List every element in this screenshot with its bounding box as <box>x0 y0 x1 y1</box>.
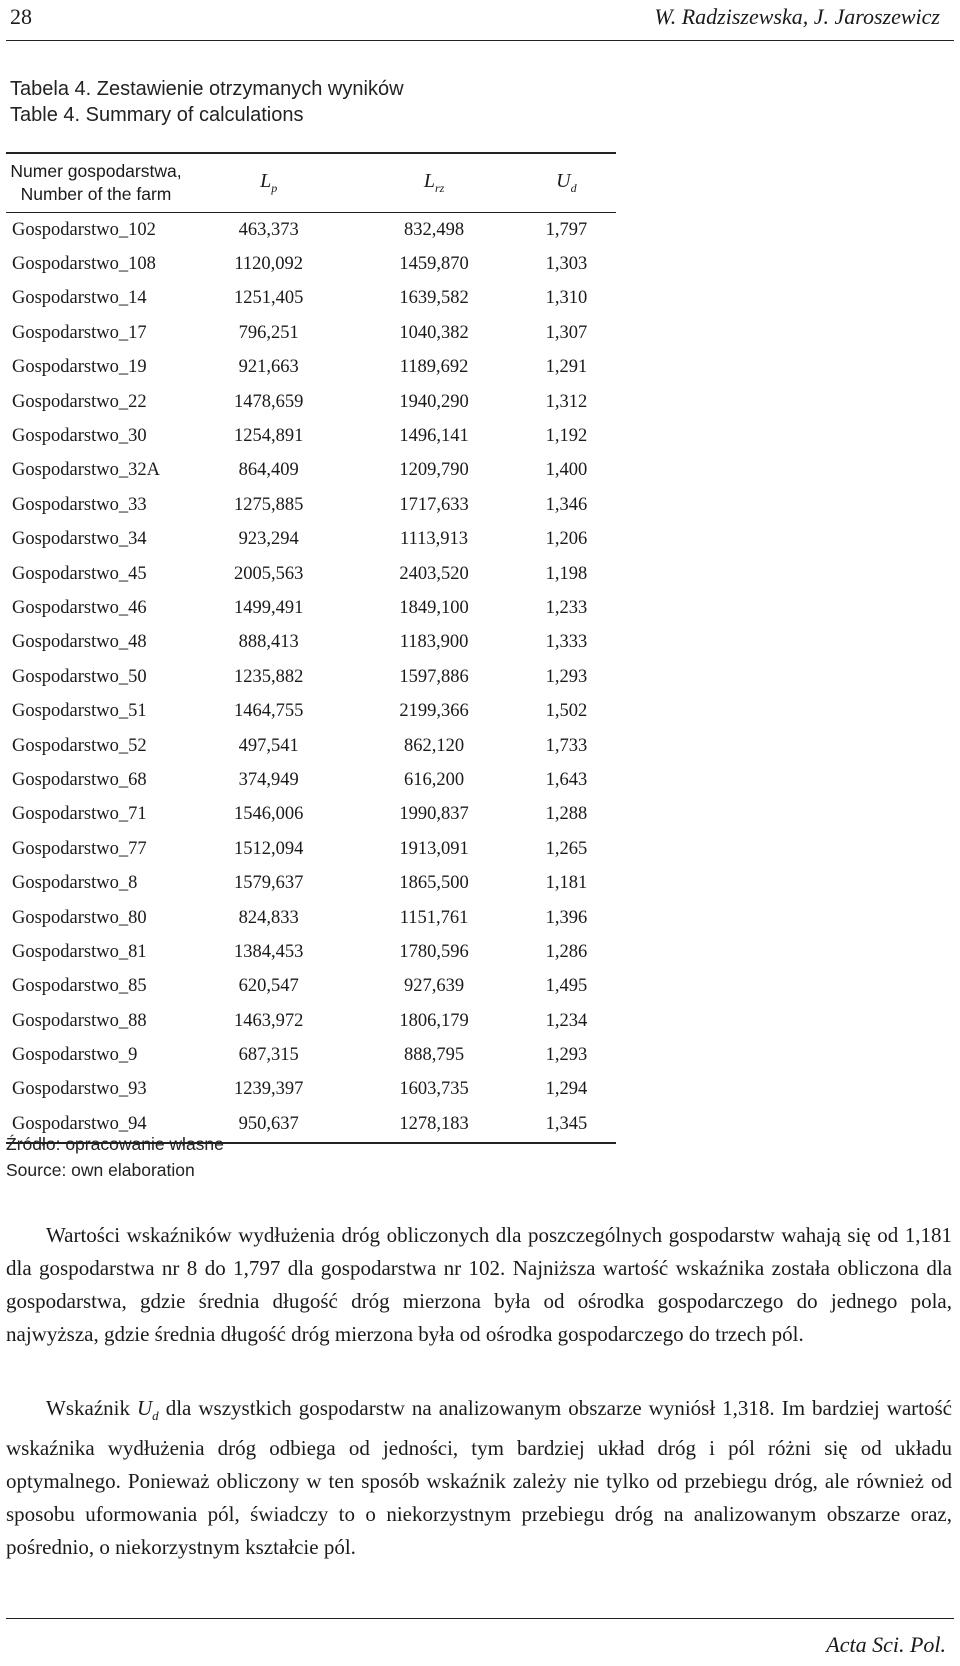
table-caption-pl: Tabela 4. Zestawienie otrzymanych wyników <box>10 78 404 100</box>
header-farm-pl: Numer gospodarstwa, <box>10 161 182 181</box>
cell-lrz: 1151,761 <box>399 907 469 928</box>
cell-farm: Gospodarstwo_71 <box>12 804 147 825</box>
table-row <box>6 798 616 832</box>
cell-ud: 1,181 <box>545 873 588 894</box>
table-row <box>6 557 616 591</box>
cell-farm: Gospodarstwo_33 <box>12 494 147 515</box>
cell-farm: Gospodarstwo_50 <box>12 666 147 687</box>
cell-ud: 1,288 <box>545 804 588 825</box>
cell-lrz: 1849,100 <box>399 597 469 618</box>
header-ud-sub: d <box>570 181 577 195</box>
cell-ud: 1,286 <box>545 941 588 962</box>
cell-lp: 374,949 <box>238 769 299 790</box>
table-row <box>6 523 616 557</box>
cell-lp: 921,663 <box>238 357 299 378</box>
cell-lrz: 1639,582 <box>399 288 469 309</box>
table-row <box>6 660 616 694</box>
cell-lrz: 1183,900 <box>399 632 469 653</box>
header-lp-sub: p <box>271 181 278 195</box>
cell-ud: 1,294 <box>545 1079 588 1100</box>
cell-ud: 1,233 <box>545 597 588 618</box>
cell-lp: 864,409 <box>238 460 299 481</box>
cell-lp: 1546,006 <box>234 804 304 825</box>
cell-lrz: 1913,091 <box>399 838 469 859</box>
cell-farm: Gospodarstwo_51 <box>12 701 147 722</box>
cell-lp: 888,413 <box>238 632 299 653</box>
cell-lrz: 2403,520 <box>399 563 469 584</box>
cell-lp: 2005,563 <box>234 563 304 584</box>
cell-ud: 1,345 <box>517 1107 616 1142</box>
cell-lp: 1579,637 <box>234 873 304 894</box>
cell-lp: 620,547 <box>238 976 299 997</box>
cell-lrz: 1780,596 <box>399 941 469 962</box>
cell-lp: 950,637 <box>186 1107 351 1142</box>
cell-lp: 1499,491 <box>234 597 304 618</box>
cell-lp: 463,373 <box>238 219 299 240</box>
cell-ud: 1,192 <box>545 426 588 447</box>
cell-lp: 923,294 <box>238 529 299 550</box>
table-row <box>6 763 616 797</box>
header-lrz-main: L <box>423 170 435 192</box>
header-farm-en: Number of the farm <box>20 184 172 204</box>
cell-lp: 1463,972 <box>234 1010 304 1031</box>
table-source-en: Source: own elaboration <box>6 1160 195 1180</box>
cell-lrz: 1603,735 <box>399 1079 469 1100</box>
cell-lrz: 927,639 <box>404 976 465 997</box>
cell-lrz: 862,120 <box>404 735 465 756</box>
cell-farm: Gospodarstwo_102 <box>12 219 156 240</box>
table-row <box>6 454 616 488</box>
header-lp-main: L <box>260 170 272 192</box>
cell-lrz: 1597,886 <box>399 666 469 687</box>
cell-ud: 1,293 <box>545 666 588 687</box>
cell-lrz: 1113,913 <box>400 529 469 550</box>
table-row <box>6 1073 616 1107</box>
cell-lp: 824,833 <box>238 907 299 928</box>
cell-ud: 1,303 <box>545 254 588 275</box>
cell-lp: 1239,397 <box>234 1079 304 1100</box>
cell-lp: 1464,755 <box>234 701 304 722</box>
ud-symbol-sub: d <box>152 1408 159 1424</box>
table-row <box>6 385 616 419</box>
cell-ud: 1,333 <box>545 632 588 653</box>
header-lrz <box>351 153 516 213</box>
cell-ud: 1,502 <box>545 701 588 722</box>
cell-farm: Gospodarstwo_81 <box>12 941 147 962</box>
cell-ud: 1,495 <box>545 976 588 997</box>
cell-farm: Gospodarstwo_8 <box>12 873 138 894</box>
cell-farm: Gospodarstwo_108 <box>12 254 156 275</box>
cell-farm: Gospodarstwo_22 <box>12 391 147 412</box>
header-rule <box>6 40 954 41</box>
cell-farm: Gospodarstwo_45 <box>12 563 147 584</box>
header-ud <box>517 153 616 213</box>
cell-farm: Gospodarstwo_9 <box>12 1045 138 1066</box>
cell-lrz: 1865,500 <box>399 873 469 894</box>
cell-farm: Gospodarstwo_93 <box>12 1079 147 1100</box>
cell-lp: 1384,453 <box>234 941 304 962</box>
cell-ud: 1,206 <box>545 529 588 550</box>
table-row <box>6 1004 616 1038</box>
cell-farm: Gospodarstwo_17 <box>12 322 147 343</box>
cell-ud: 1,234 <box>545 1010 588 1031</box>
table-row <box>6 419 616 453</box>
para2-rest: dla wszystkich gospodarstw na analizowanym obszarze wyniósł 1,318. Im bardziej wartość wskaźnika wydłużenia dróg odbiega od jedności, tym bardziej układ dróg i pól różni się od układu optymalnego. Ponieważ obliczony w ten sposób wskaźnik zależy nie tylko od przebiegu dróg, ale również od sposobu uformowania pól, świadczy to o niekorzystnym przebiegu dróg na analizowanym obszarze oraz, pośrednio, o niekorzystnym kształcie pól. <box>6 1396 952 1560</box>
cell-ud: 1,307 <box>545 322 588 343</box>
cell-lrz: 1040,382 <box>399 322 469 343</box>
cell-lp: 1512,094 <box>234 838 304 859</box>
cell-ud: 1,198 <box>545 563 588 584</box>
cell-farm: Gospodarstwo_68 <box>12 769 147 790</box>
cell-lrz: 1496,141 <box>399 426 469 447</box>
cell-farm: Gospodarstwo_52 <box>12 735 147 756</box>
cell-farm: Gospodarstwo_46 <box>12 597 147 618</box>
table-row <box>6 316 616 350</box>
cell-ud: 1,797 <box>545 219 588 240</box>
cell-lp: 1254,891 <box>234 426 304 447</box>
table-row <box>6 901 616 935</box>
cell-lrz: 1209,790 <box>399 460 469 481</box>
table-header-row <box>6 153 616 213</box>
cell-ud: 1,265 <box>545 838 588 859</box>
cell-farm: Gospodarstwo_77 <box>12 838 147 859</box>
cell-lrz: 1278,183 <box>351 1107 516 1142</box>
cell-farm: Gospodarstwo_14 <box>12 288 147 309</box>
cell-farm: Gospodarstwo_85 <box>12 976 147 997</box>
cell-farm: Gospodarstwo_94 <box>6 1107 186 1142</box>
body-paragraph-2 <box>6 1392 952 1564</box>
cell-ud: 1,291 <box>545 357 588 378</box>
table-row <box>6 694 616 728</box>
cell-lp: 1235,882 <box>234 666 304 687</box>
table-row <box>6 591 616 625</box>
cell-ud: 1,733 <box>545 735 588 756</box>
cell-lrz: 1940,290 <box>399 391 469 412</box>
header-farm <box>6 153 186 213</box>
table-row <box>6 626 616 660</box>
table-row <box>6 832 616 866</box>
cell-lp: 497,541 <box>238 735 299 756</box>
cell-lrz: 888,795 <box>404 1045 465 1066</box>
body-paragraph-1: Wartości wskaźników wydłużenia dróg obliczonych dla poszczególnych gospodarstw wahają się od 1,181 dla gospodarstwa nr 8 do 1,797 dla gospodarstwa nr 102. Najniższa wartość wskaźnika została obliczona dla gospodarstwa, gdzie średnia długość dróg mierzona była od ośrodka gospodarczego do jednego pola, najwyższa, gdzie średnia długość dróg mierzona była od ośrodka gospodarczego do trzech pól. <box>6 1223 952 1346</box>
results-table <box>6 152 616 1144</box>
table-row <box>6 247 616 281</box>
table-row <box>6 729 616 763</box>
cell-farm: Gospodarstwo_19 <box>12 357 147 378</box>
cell-lp: 1251,405 <box>234 288 304 309</box>
running-header-authors: W. Radziszewska, J. Jaroszewicz <box>654 4 940 29</box>
table-row <box>6 1038 616 1072</box>
cell-lrz: 1459,870 <box>399 254 469 275</box>
cell-lp: 1275,885 <box>234 494 304 515</box>
cell-ud: 1,643 <box>545 769 588 790</box>
header-lrz-sub: rz <box>434 181 445 195</box>
para2-start: Wskaźnik <box>46 1396 137 1420</box>
cell-lrz: 2199,366 <box>399 701 469 722</box>
cell-lrz: 616,200 <box>404 769 465 790</box>
table-row <box>6 282 616 316</box>
cell-lp: 796,251 <box>238 322 299 343</box>
footer-rule <box>6 1618 954 1619</box>
cell-ud: 1,310 <box>545 288 588 309</box>
ud-symbol <box>137 1396 159 1424</box>
table-caption-en: Table 4. Summary of calculations <box>10 104 304 126</box>
footer-journal: Acta Sci. Pol. <box>826 1632 946 1657</box>
table-row <box>6 488 616 522</box>
cell-ud: 1,346 <box>545 494 588 515</box>
cell-farm: Gospodarstwo_88 <box>12 1010 147 1031</box>
cell-lrz: 1990,837 <box>399 804 469 825</box>
cell-lp: 1478,659 <box>234 391 304 412</box>
cell-ud: 1,293 <box>545 1045 588 1066</box>
table-row <box>6 866 616 900</box>
page-number: 28 <box>10 4 32 29</box>
cell-lp: 687,315 <box>238 1045 299 1066</box>
table-row <box>6 970 616 1004</box>
cell-farm: Gospodarstwo_48 <box>12 632 147 653</box>
ud-symbol-main: U <box>137 1396 153 1420</box>
table-row <box>6 351 616 385</box>
cell-ud: 1,396 <box>545 907 588 928</box>
cell-farm: Gospodarstwo_30 <box>12 426 147 447</box>
cell-lrz: 1189,692 <box>399 357 469 378</box>
table-source-pl: Źródło: opracowanie własne <box>6 1134 224 1154</box>
cell-farm: Gospodarstwo_32A <box>12 460 160 481</box>
table-row <box>6 213 616 248</box>
cell-farm: Gospodarstwo_34 <box>12 529 147 550</box>
cell-lrz: 832,498 <box>404 219 465 240</box>
cell-lrz: 1717,633 <box>399 494 469 515</box>
cell-ud: 1,400 <box>545 460 588 481</box>
cell-lrz: 1806,179 <box>399 1010 469 1031</box>
header-lp <box>186 153 351 213</box>
cell-farm: Gospodarstwo_80 <box>12 907 147 928</box>
header-ud-main: U <box>556 170 571 192</box>
table-row <box>6 935 616 969</box>
cell-ud: 1,312 <box>545 391 588 412</box>
cell-lp: 1120,092 <box>234 254 304 275</box>
table-body <box>6 213 616 1143</box>
